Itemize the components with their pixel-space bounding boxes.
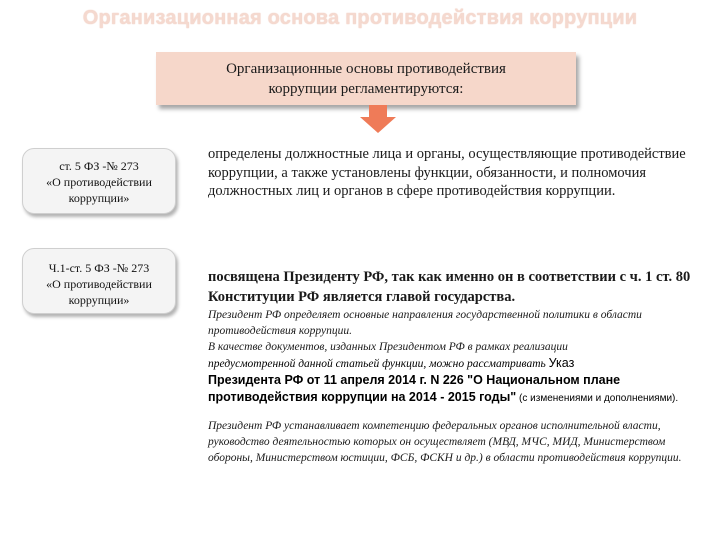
box-1-line-2: «О противодействии: [46, 175, 152, 189]
decree-ukaz-word: Указ: [548, 356, 575, 370]
decree-title: Президента РФ от 11 апреля 2014 г. N 226 "О Национальном плане противодействия коррупции на 2014 - 2015 годы": [208, 373, 621, 404]
box-2-line-1: Ч.1-ст. 5 ФЗ -№ 273: [48, 261, 150, 275]
law-reference-box-1: [22, 148, 176, 214]
president-documents-intro: [208, 339, 713, 355]
documents-intro-line-2: предусмотренной данной статьей функции, можно рассматривать: [208, 358, 546, 370]
decree-note: (с изменениями и дополнениями).: [519, 393, 679, 404]
decree-reference: [208, 355, 713, 407]
description-text-1: определены должностные лица и органы, осуществляющие противодействие коррупции, а также установлены функции, обязанности, и полномочия должностных лиц и органов в сфере противодействия коррупции.: [208, 146, 686, 199]
president-policy-text: Президент РФ определяет основные направления государственной политики в области противодействия коррупции.: [208, 309, 642, 337]
box-2-line-2: «О противодействии: [46, 277, 152, 291]
president-competence-text: Президент РФ устанавливает компетенцию федеральных органов исполнительной власти, руководство деятельностью которых он осуществляет (МВД, МЧС, МИД, Министерством обороны, Министерством юстиции, ФСБ, ФСКН и др.) в области противодействия коррупции.: [208, 420, 682, 464]
box-1-line-3: коррупции»: [68, 191, 130, 205]
box-2-line-3: коррупции»: [68, 293, 130, 307]
down-arrow-icon: [360, 105, 400, 135]
slide-title: Организационная основа противодействия коррупции: [82, 7, 638, 29]
header-box: [156, 52, 576, 105]
documents-intro-line-1: В качестве документов, изданных Президентом РФ в рамках реализации: [208, 341, 568, 353]
description-text-2: посвящена Президенту РФ, так как именно он в соответствии с ч. 1 ст. 80 Конституции РФ является главой государства.: [208, 269, 691, 305]
box-1-line-1: ст. 5 ФЗ -№ 273: [59, 159, 139, 173]
header-line-1: Организационные основы противодействия: [226, 60, 506, 77]
header-line-2: коррупции регламентируются:: [268, 80, 464, 97]
law-reference-box-2: [22, 248, 176, 314]
